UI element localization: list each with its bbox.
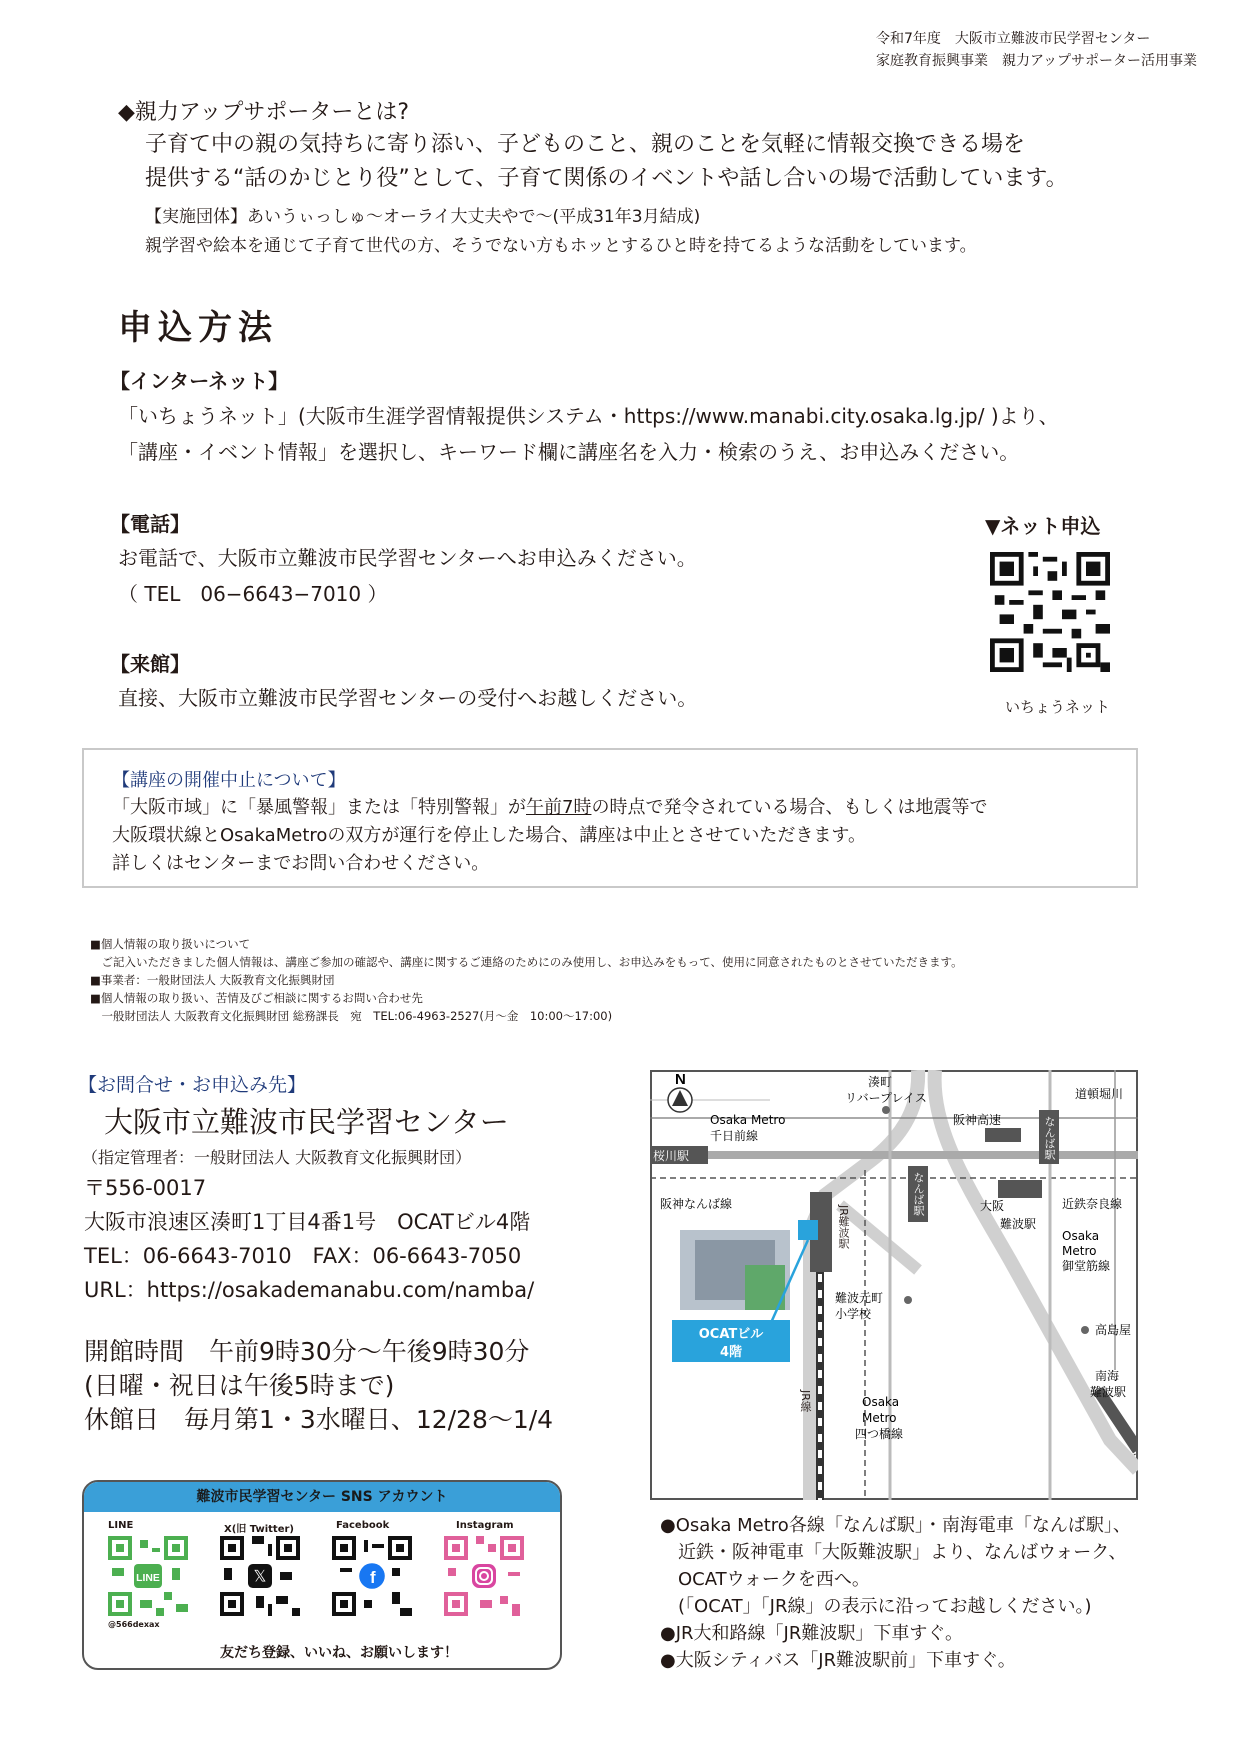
- access-line: ●JR大和路線「JR難波駅」下車すぐ。: [660, 1623, 963, 1644]
- visit-heading: 【来館】: [110, 652, 190, 676]
- notice-title: 【講座の開催中止について】: [112, 770, 346, 791]
- notice-text: の時点で発令されている場合、もしくは地震等で: [591, 797, 988, 818]
- notice-body: [112, 794, 987, 878]
- map-label-vertical: JR難波駅: [837, 1205, 850, 1249]
- access-line: OCATウォークを西へ。: [660, 1569, 870, 1590]
- sns-x-label: X(旧 Twitter): [224, 1524, 294, 1535]
- access-line: 近鉄・阪神電車「大阪難波駅」より、なんばウォーク、: [660, 1542, 1127, 1563]
- phone-heading: 【電話】: [110, 512, 190, 536]
- hours-line: 開館時間 午前9時30分〜午後9時30分: [84, 1337, 530, 1366]
- access-directions: [660, 1512, 1131, 1674]
- address: 大阪市浪速区湊町1丁目4番1号 OCATビル4階: [84, 1210, 531, 1234]
- x-qr-code[interactable]: [220, 1536, 300, 1616]
- svg-text:f: f: [370, 1568, 376, 1588]
- instagram-qr-code[interactable]: [444, 1536, 524, 1616]
- notice-line: [112, 794, 987, 822]
- group-line: 親学習や絵本を通じて子育て世代の方、そうでない方もホッとするひと時を持てるような活動をしています。: [145, 236, 977, 256]
- sns-line-label: LINE: [108, 1520, 134, 1531]
- privacy-line: ■事業者：一般財団法人 大阪教育文化振興財団: [90, 973, 335, 987]
- map-label: Osaka: [862, 1395, 900, 1409]
- notice-line: 詳しくはセンターまでお問い合わせください。: [112, 853, 490, 874]
- svg-text:𝕏: 𝕏: [253, 1568, 267, 1586]
- ocat-label: OCATビル: [698, 1327, 764, 1342]
- closed-days: 休館日 毎月第1・3水曜日、12/28〜1/4: [84, 1405, 554, 1434]
- map-label: 小学校: [835, 1307, 872, 1321]
- group-info: [145, 203, 977, 261]
- tel-fax: TEL：06-6643-7010 FAX：06-6643-7050: [84, 1244, 522, 1268]
- map-label: Metro: [1062, 1244, 1097, 1258]
- hours-line: (日曜・祝日は午後5時まで): [84, 1371, 395, 1400]
- header-block: [876, 28, 1197, 72]
- map-label: 四つ橋線: [855, 1427, 904, 1441]
- header-line1: 令和7年度 大阪市立難波市民学習センター: [875, 31, 1151, 47]
- map-label: 南海: [1095, 1369, 1120, 1383]
- map-label: リバープレイス: [845, 1091, 927, 1105]
- map-label: Osaka Metro: [710, 1113, 786, 1127]
- map-label: Osaka: [1062, 1229, 1100, 1243]
- map-label: 御堂筋線: [1062, 1259, 1111, 1273]
- sns-instagram-label: Instagram: [456, 1520, 514, 1531]
- map-label-vertical: JR線: [799, 1390, 812, 1412]
- opening-hours: [84, 1335, 553, 1437]
- map-label: 大阪: [980, 1199, 1005, 1213]
- ichou-net-qr-code[interactable]: [990, 552, 1110, 672]
- access-line: (「OCAT」「JR線」の表示に沿ってお越しください。): [660, 1596, 1092, 1617]
- map-label: 難波駅: [1090, 1385, 1127, 1399]
- line-qr-code[interactable]: [108, 1536, 188, 1616]
- map-label: 近鉄奈良線: [1062, 1197, 1123, 1211]
- map-label: 難波駅: [1000, 1217, 1037, 1231]
- north-label: N: [675, 1071, 686, 1088]
- line-handle: @566dexax: [108, 1620, 160, 1629]
- manager: （指定管理者：一般財団法人 大阪教育文化振興財団）: [82, 1148, 472, 1167]
- internet-line: 「いちょうネット」(大阪市生涯学習情報提供システム・https://www.manabi.city.osaka.lg.jp/ )より、: [118, 404, 1059, 428]
- privacy-line: ■個人情報の取り扱い、苦情及びご相談に関するお問い合わせ先: [90, 991, 423, 1005]
- phone-line: （ TEL 06−6643−7010 ）: [118, 582, 388, 606]
- sns-box: [82, 1480, 562, 1670]
- access-map: [650, 1070, 1138, 1500]
- map-label: 阪神高速: [953, 1113, 1002, 1127]
- group-line: 【実施団体】あいうぃっしゅ〜オーライ大丈夫やで〜(平成31年3月結成): [145, 207, 701, 227]
- sns-title: 難波市民学習センター SNS アカウント: [84, 1482, 560, 1512]
- sns-facebook-label: Facebook: [336, 1520, 390, 1531]
- center-name: 大阪市立難波市民学習センター: [104, 1105, 509, 1139]
- intro-line: 子育て中の親の気持ちに寄り添い、子どものこと、親のことを気軽に情報交換できる場を: [145, 132, 1026, 157]
- privacy-line: ご記入いただきました個人情報は、講座ご参加の確認や、講座に関するご連絡のためにのみ使用し、お申込みをもって、使用に同意されたものとさせていただきます。: [90, 955, 963, 969]
- map-label-vertical: なんば駅: [912, 1172, 925, 1216]
- cancellation-notice: [82, 748, 1138, 888]
- ocat-floor: 4階: [719, 1345, 743, 1360]
- map-label-vertical: なんば駅: [1043, 1116, 1056, 1160]
- privacy-notes: [90, 935, 963, 1025]
- intro-line: 提供する“話のかじとり役”として、子育て関係のイベントや話し合いの場で活動しています。: [145, 166, 1068, 191]
- notice-line: 大阪環状線とOsakaMetroの双方が運行を停止した場合、講座は中止とさせていただきます。: [112, 825, 866, 846]
- map-label: 阪神なんば線: [660, 1197, 733, 1211]
- privacy-line: 一般財団法人 大阪教育文化振興財団 総務課長 宛 TEL:06-4963-2527(月〜金 10:00〜17:00): [90, 1009, 613, 1023]
- phone-line: お電話で、大阪市立難波市民学習センターへお申込みください。: [118, 546, 697, 570]
- map-label: 湊町: [868, 1075, 893, 1089]
- website-url[interactable]: URL：https://osakademanabu.com/namba/: [84, 1278, 535, 1302]
- map-label: 難波元町: [835, 1291, 884, 1305]
- internet-line: 「講座・イベント情報」を選択し、キーワード欄に講座名を入力・検索のうえ、お申込みください。: [118, 440, 1020, 464]
- privacy-line: ■個人情報の取り扱いについて: [90, 937, 251, 951]
- intro-body: [145, 128, 1068, 196]
- notice-text: 「大阪市域」に「暴風警報」または「特別警報」が: [112, 797, 526, 818]
- access-line: ●Osaka Metro各線「なんば駅」・南海電車「なんば駅」、: [660, 1515, 1131, 1536]
- map-label: 高島屋: [1095, 1323, 1132, 1337]
- map-label: 桜川駅: [653, 1149, 690, 1163]
- svg-text:LINE: LINE: [136, 1573, 160, 1585]
- facebook-qr-code[interactable]: [332, 1536, 412, 1616]
- map-label: Metro: [862, 1411, 897, 1425]
- intro-title: ◆親力アップサポーターとは?: [118, 100, 410, 125]
- map-label: 千日前線: [710, 1129, 759, 1143]
- internet-heading: 【インターネット】: [110, 369, 289, 393]
- qr-caption: いちょうネット: [1005, 698, 1111, 716]
- notice-time: 午前7時: [526, 797, 592, 818]
- map-label: 道頓堀川: [1075, 1087, 1124, 1101]
- internet-body: [118, 398, 1059, 470]
- header-line2: 家庭教育振興事業 親力アップサポーター活用事業: [875, 53, 1197, 69]
- apply-title: 申込方法: [118, 308, 278, 348]
- postal-code: 〒556-0017: [84, 1176, 207, 1200]
- sns-footer: 友だち登録、いいね、お願いします！: [220, 1645, 458, 1661]
- access-line: ●大阪シティバス「JR難波駅前」下車すぐ。: [660, 1650, 1016, 1671]
- qr-label: ▼ネット申込: [985, 514, 1101, 538]
- visit-line: 直接、大阪市立難波市民学習センターの受付へお越しください。: [118, 686, 698, 710]
- phone-body: [118, 540, 697, 612]
- contact-title: 【お問合せ・お申込み先】: [78, 1074, 307, 1096]
